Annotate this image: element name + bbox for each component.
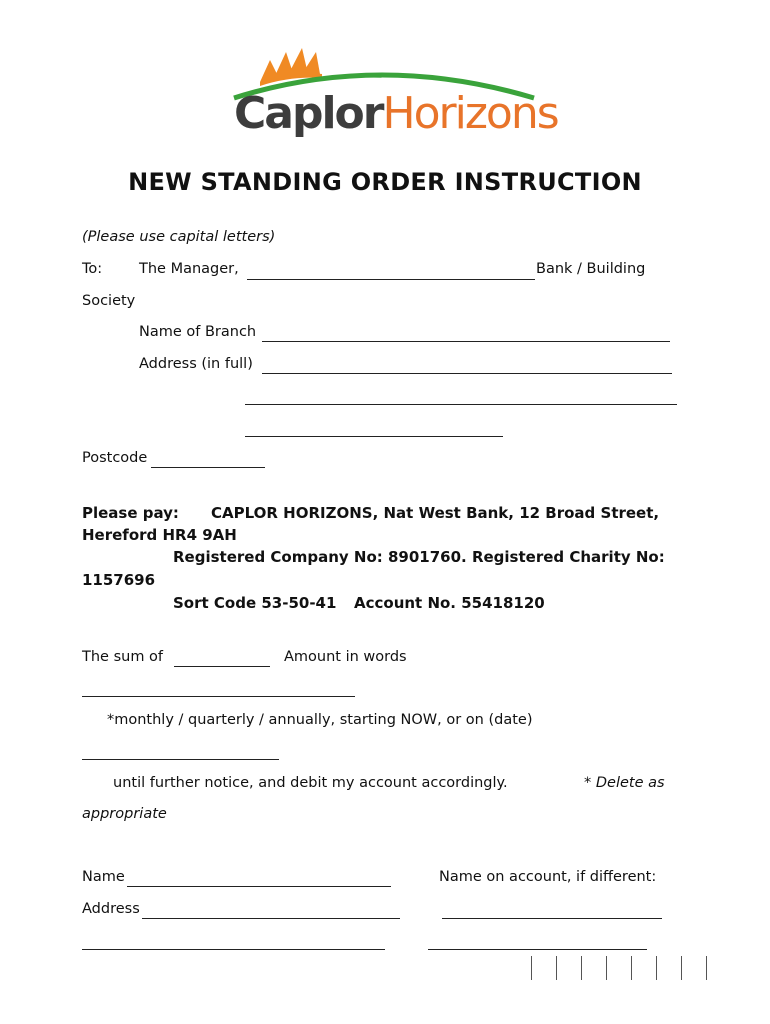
name-label: Name	[82, 869, 125, 885]
caplor-horizons-logo	[230, 42, 558, 152]
box-cell[interactable]	[656, 956, 681, 980]
name-field[interactable]	[127, 886, 391, 887]
payee-line-2: Hereford HR4 9AH	[82, 526, 237, 544]
amount-in-words-label: Amount in words	[284, 649, 407, 665]
bank-name-field[interactable]	[247, 279, 535, 280]
appropriate-note: appropriate	[82, 806, 167, 822]
bank-building-label: Bank / Building	[536, 261, 646, 277]
box-cell[interactable]	[631, 956, 656, 980]
branch-name-field[interactable]	[262, 341, 670, 342]
address-field-line-2b[interactable]	[82, 949, 385, 950]
address-field-line-2[interactable]	[245, 404, 677, 405]
registration-line-2: 1157696	[82, 571, 156, 589]
until-notice-text: until further notice, and debit my account accordingly.	[113, 775, 508, 791]
address-field-line-1[interactable]	[262, 373, 672, 374]
box-cell[interactable]	[556, 956, 581, 980]
address-field[interactable]	[142, 918, 400, 919]
logo-word-caplor: Caplor	[234, 88, 383, 139]
address-field-line-3[interactable]	[245, 436, 503, 437]
society-label: Society	[82, 293, 136, 309]
address-full-label: Address (in full)	[139, 356, 253, 372]
start-date-field[interactable]	[82, 759, 279, 760]
to-label: To:	[82, 261, 103, 277]
name-on-account-field[interactable]	[442, 918, 662, 919]
account-number-boxes[interactable]	[531, 956, 707, 980]
amount-in-words-field[interactable]	[82, 696, 355, 697]
address-label: Address	[82, 901, 140, 917]
logo-word-horizons: Horizons	[382, 88, 558, 139]
box-cell[interactable]	[681, 956, 707, 980]
account-number: Account No. 55418120	[354, 594, 545, 612]
payee-line-1: CAPLOR HORIZONS, Nat West Bank, 12 Broad Street,	[211, 504, 660, 522]
sum-label: The sum of	[82, 649, 164, 665]
name-on-account-label: Name on account, if different:	[439, 869, 657, 885]
sort-code: Sort Code 53-50-41	[173, 594, 337, 612]
sum-field[interactable]	[174, 666, 270, 667]
box-cell[interactable]	[531, 956, 556, 980]
registration-line-1: Registered Company No: 8901760. Registered Charity No:	[173, 548, 665, 566]
page-title: NEW STANDING ORDER INSTRUCTION	[128, 168, 642, 196]
branch-label: Name of Branch	[139, 324, 257, 340]
capital-letters-note: (Please use capital letters)	[82, 229, 276, 245]
please-pay-label: Please pay:	[82, 504, 179, 522]
frequency-text: *monthly / quarterly / annually, starting NOW, or on (date)	[107, 712, 533, 728]
name-on-account-field-2[interactable]	[428, 949, 647, 950]
box-cell[interactable]	[606, 956, 631, 980]
delete-as-note: * Delete as	[584, 775, 665, 791]
manager-label: The Manager,	[139, 261, 239, 277]
postcode-field[interactable]	[151, 467, 265, 468]
postcode-label: Postcode	[82, 450, 148, 466]
box-cell[interactable]	[581, 956, 606, 980]
